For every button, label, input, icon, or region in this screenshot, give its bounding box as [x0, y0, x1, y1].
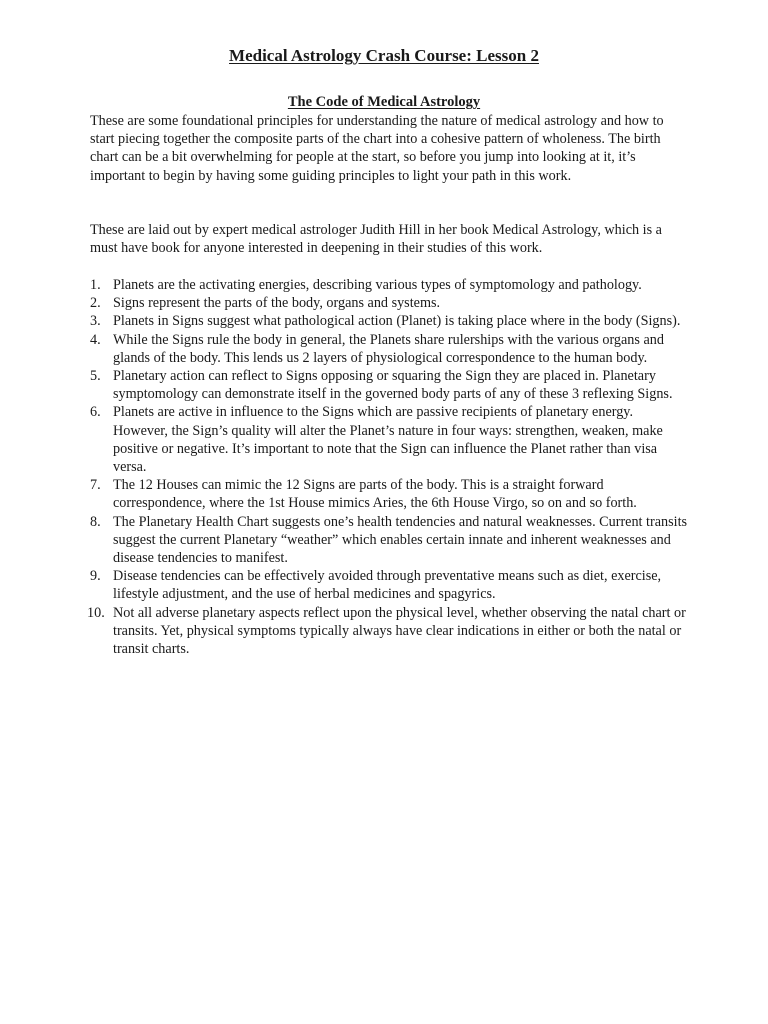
list-item-number: 10. — [87, 604, 105, 621]
list-item-number: 3. — [90, 313, 101, 330]
list-item-text: Planets in Signs suggest what pathological action (Planet) is taking place where in the body (Signs). — [113, 313, 681, 330]
intro-paragraph: These are some foundational principles for understanding the nature of medical astrology and how to start piecing together the composite parts of the chart into a cohesive pattern of wholeness. The birth chart can be a bit overwhelming for people at the start, so before you jump into looking at it, it’s important to begin by having some guiding principles to light your path in this work. — [90, 113, 664, 184]
list-item-number: 6. — [90, 404, 101, 421]
list-item — [87, 604, 690, 659]
list-item — [90, 312, 690, 330]
list-item-text: While the Signs rule the body in general, the Planets share rulerships with the various organs and glands of the body. This lends us 2 layers of physiological correspondence to the human body. — [113, 331, 664, 366]
list-item-text: Planets are active in influence to the Signs which are passive recipients of planetary energy. However, the Sign’s quality will alter the Planet’s nature in four ways: strengthen, weaken, make positive or negative. It’s important to note that the Sign can influence the Planet rather than visa versa. — [113, 404, 663, 476]
list-item — [90, 276, 690, 294]
list-item-number: 4. — [90, 331, 101, 348]
list-item-text: The 12 Houses can mimic the 12 Signs are parts of the body. This is a straight forward correspondence, where the 1st House mimics Aries, the 6th House Virgo, so on and so forth. — [113, 477, 637, 512]
list-item — [90, 294, 690, 312]
list-item-text: The Planetary Health Chart suggests one’s health tendencies and natural weaknesses. Current transits suggest the current Planetary “weather” which enables certain innate and inherent weaknesses and disease tendencies to manifest. — [113, 513, 688, 567]
section-heading: The Code of Medical Astrology — [287, 94, 481, 110]
list-item — [90, 567, 690, 603]
list-item — [90, 476, 690, 512]
list-item-number: 2. — [90, 295, 101, 312]
document-title: Medical Astrology Crash Course: Lesson 2 — [229, 46, 539, 65]
list-item — [90, 403, 690, 476]
principles-list — [87, 276, 690, 658]
source-paragraph: These are laid out by expert medical astrologer Judith Hill in her book Medical Astrology, which is a must have book for anyone interested in deepening in their studies of this work. — [90, 222, 662, 257]
list-item — [90, 513, 690, 568]
list-item-text: Planetary action can reflect to Signs opposing or squaring the Sign they are placed in. Planetary symptomology can demonstrate itself in the governed body parts of any of these 3 reflexing Signs. — [113, 368, 673, 403]
list-item — [90, 367, 690, 403]
list-item-text: Not all adverse planetary aspects reflect upon the physical level, whether observing the natal chart or transits. Yet, physical symptoms typically always have clear indications in either or both the natal or transit charts. — [113, 604, 686, 658]
list-item-number: 5. — [90, 368, 101, 385]
list-item-number: 1. — [90, 277, 101, 293]
list-item-text: Signs represent the parts of the body, organs and systems. — [113, 295, 441, 312]
list-item-number: 8. — [90, 513, 101, 530]
list-item-number: 9. — [90, 568, 101, 585]
list-item-text: Planets are the activating energies, describing various types of symptomology and pathology. — [113, 277, 642, 293]
list-item-text: Disease tendencies can be effectively avoided through preventative means such as diet, exercise, lifestyle adjustment, and the use of herbal medicines and spagyrics. — [113, 568, 662, 603]
list-item-number: 7. — [90, 477, 101, 494]
list-item — [90, 331, 690, 367]
